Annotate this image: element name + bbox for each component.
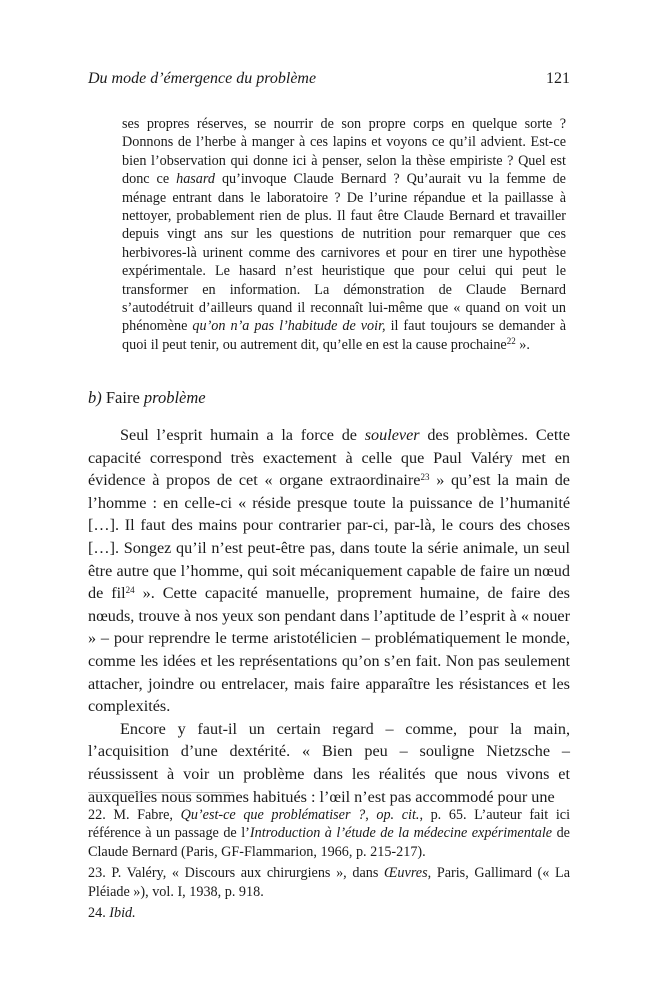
quote-italic-text: hasard xyxy=(176,171,215,188)
quote-text: ». xyxy=(515,336,530,353)
footnote-italic-text: Qu’est-ce que problématiser ? xyxy=(180,807,366,823)
footnote-text: , p. 65. L’auteur fait ici référence à un passage de l’ xyxy=(88,807,571,842)
footnote-italic-text: Œuvres xyxy=(384,865,428,882)
section-word-italic: problème xyxy=(143,388,206,407)
footnote-text: , xyxy=(365,807,377,823)
footnote-23 xyxy=(88,864,570,901)
running-title: Du mode d’émergence du problème xyxy=(88,70,317,87)
footnote-22 xyxy=(88,806,570,861)
page-header xyxy=(88,70,570,88)
section-word: Faire xyxy=(105,388,140,407)
paragraph xyxy=(88,424,570,718)
footnote-italic-text: op. cit. xyxy=(376,807,420,823)
block-quote xyxy=(122,115,566,354)
section-label: b) xyxy=(88,388,102,407)
page-number: 121 xyxy=(546,70,570,87)
footnote-text: , Paris, Gallimard (« La Pléiade »), vol. I, 1938, p. 918. xyxy=(88,865,570,900)
quote-text: il faut toujours se demander à quoi il peut tenir, ou autrement dit, qu’elle en est la cause prochaine xyxy=(122,318,566,353)
footnote-ref-24: 24 xyxy=(125,585,135,596)
paragraph-text: Seul l’esprit humain a la force de xyxy=(120,426,365,444)
footnote-italic-text: Introduction à l’étude de la médecine expérimentale xyxy=(249,825,553,842)
paragraph-text: » qu’est la main de l’homme : en celle-ci « réside presque toute la puissance de l’humanité […]. Il faut des mains pour contrarier par-ci, par-là, le cours des choses […]. Songez qu’il n’est peut-être pas, dans toute la série animale, un seul être autre que l’homme, qui soit mécaniquement capable de faire un nœud de fil xyxy=(88,471,570,603)
footnote-text: 22. M. Fabre, xyxy=(88,807,181,823)
paragraph: Encore y faut-il un certain regard – comme, pour la main, l’acquisition d’une dextérité. « Bien peu – souligne Nietzsche – réussissent à voir un problème dans les réalités que nous vivons et auxquelles nous sommes habitués : l’œil n’est pas accommodé pour une xyxy=(88,719,570,806)
footnote-text: 24. xyxy=(88,905,110,922)
quote-text: ses propres réserves, se nourrir de son propre corps en quelque sorte ? Donnons de l’herbe à manger à ces lapins et voyons ce qu’il advient. Est-ce bien l’observation qui donne ici à penser, selon la thèse empiriste ? Quel est donc ce xyxy=(122,116,566,188)
footnotes xyxy=(88,806,570,925)
footnote-text: de Claude Bernard (Paris, GF-Flammarion, 1966, p. 215-217). xyxy=(88,825,570,860)
paragraph-text: des problèmes. Cette capacité correspond très exactement à celle que Paul Valéry met en évidence à propos de cet « organe extraordinaire xyxy=(88,426,571,490)
footnote-ref-23: 23 xyxy=(420,472,430,483)
footnote-divider xyxy=(88,792,234,793)
footnote-text: 23. P. Valéry, « Discours aux chirurgiens », dans xyxy=(88,865,385,882)
paragraph-italic-text: soulever xyxy=(364,426,420,444)
footnote-24 xyxy=(88,904,570,922)
quote-text: qu’invoque Claude Bernard ? Qu’aurait vu la femme de ménage entrant dans le laboratoire ? De l’urine répandue et la paillasse à nettoyer, probablement rien de plus. Il faut être Claude Bernard et travailler depuis vingt ans sur les questions de nutrition pour remarquer que ces herbivores-là urinent comme des carnivores et pour en tirer une hypothèse expérimentale. Le hasard n’est heuristique que pour celui qui peut le transformer en information. La démonstration de Claude Bernard s’autodétruit d’ailleurs quand il reconnaît lui-même que « quand on voit un phénomène xyxy=(122,171,566,335)
body-text xyxy=(88,424,570,808)
section-heading xyxy=(88,388,206,408)
footnote-ref-22: 22 xyxy=(506,335,516,346)
paragraph-text: ». Cette capacité manuelle, proprement humaine, de faire des nœuds, trouve à nos yeux son pendant dans l’aptitude de l’esprit à « nouer » – pour reprendre le terme aristotélicien – problématiquement le monde, comme les idées et les représentations qu’on s’en fait. Non pas seulement attacher, joindre ou entrelacer, mais faire apparaître les résistances et les complexités. xyxy=(88,584,570,716)
footnote-italic-text: Ibid. xyxy=(109,905,136,922)
quote-italic-text: qu’on n’a pas l’habitude de voir, xyxy=(192,318,386,335)
